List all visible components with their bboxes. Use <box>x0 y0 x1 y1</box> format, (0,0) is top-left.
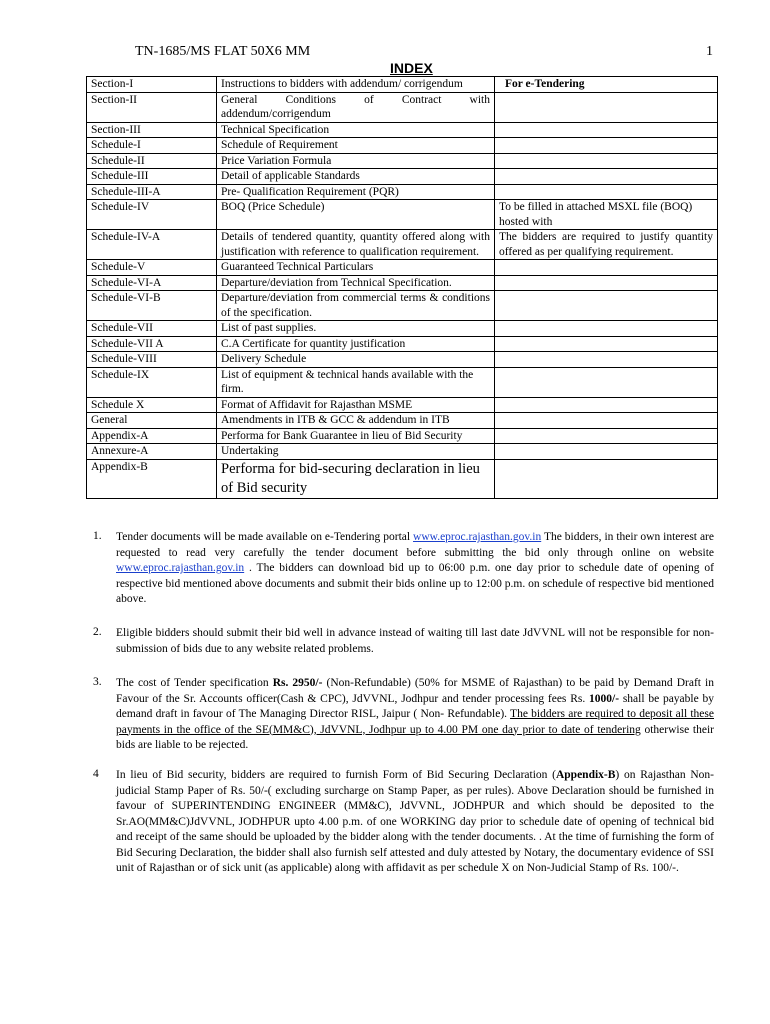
remarks-cell <box>495 291 718 321</box>
document-header-title: TN-1685/MS FLAT 50X6 MM <box>135 44 311 59</box>
appendix-b-reference: Appendix-B <box>555 769 616 781</box>
description-cell: Amendments in ITB & GCC & addendum in ITB <box>217 413 495 429</box>
section-cell: Schedule X <box>87 397 217 413</box>
description-cell: Guaranteed Technical Particulars <box>217 260 495 276</box>
table-row <box>87 200 718 230</box>
paragraph-text: ) on Rajasthan Non-judicial Stamp Paper of Rs. 50/-( excluding surcharge on Stamp Paper, as per rules). Above Declaration should be furnished in favour of SUPERINTENDING ENGINEER (MM&C), JdVVNL, JODHPUR and which should be deposited to the Sr.AO(MM&C)JdVVNL, JODHPUR upto 4.00 p.m. of one WORKING day prior to schedule date of opening of technical bid and receipt of the same should be uploaded by the bidder along with the tender documents. . At the time of furnishing the form of Bid Securing Declaration, the bidder shall also furnish self attested and duly attested by Notary, the documentary evidence of SSI unit of Rajasthan or of sick unit (as applicable) along with affidavit as per schedule X on Non-Judicial Stamp of Rs. 100/-. <box>116 769 714 874</box>
paragraph-number: 2. <box>93 626 102 638</box>
table-row <box>87 77 718 93</box>
paragraph-text: shall be payable by demand draft in favour of The Managing Director RISL, Jaipur ( Non- Refundable). <box>116 692 714 720</box>
section-cell: Schedule-VI-B <box>87 291 217 321</box>
remarks-cell: To be filled in attached MSXL file (BOQ) hosted with <box>495 200 718 230</box>
section-cell: Schedule-III-A <box>87 184 217 200</box>
section-cell: Schedule-V <box>87 260 217 276</box>
paragraph-number: 1. <box>93 530 102 542</box>
remarks-cell <box>495 92 718 122</box>
paragraph-text: The cost of Tender specification <box>116 677 273 689</box>
remarks-cell <box>495 260 718 276</box>
table-row <box>87 92 718 122</box>
paragraph-text: otherwise their bids are liable to be rejected. <box>116 723 714 751</box>
remarks-cell <box>495 184 718 200</box>
paragraph-1 <box>116 530 714 608</box>
section-cell: Schedule-VII A <box>87 336 217 352</box>
paragraph-number: 4 <box>93 768 99 780</box>
section-cell: Schedule-IV-A <box>87 230 217 260</box>
remarks-cell: For e-Tendering <box>495 77 718 93</box>
remarks-cell <box>495 169 718 185</box>
description-cell: C.A Certificate for quantity justification <box>217 336 495 352</box>
section-cell: Section-I <box>87 77 217 93</box>
description-cell: Pre- Qualification Requirement (PQR) <box>217 184 495 200</box>
paragraph-text: (Non-Refundable) (50% for MSME of Rajasthan) to be paid by Demand Draft in Favour of the Sr. Accounts officer(Cash & CPC), JdVVNL, Jodhpur and tender processing fees Rs. <box>116 677 714 705</box>
table-row <box>87 413 718 429</box>
paragraph-2 <box>116 626 714 657</box>
description-cell: Undertaking <box>217 444 495 460</box>
description-cell: Performa for bid-securing declaration in lieu of Bid security <box>217 459 495 498</box>
remarks-cell <box>495 153 718 169</box>
table-row <box>87 122 718 138</box>
description-cell: Instructions to bidders with addendum/ corrigendum <box>217 77 495 93</box>
section-cell: Schedule-III <box>87 169 217 185</box>
table-row <box>87 367 718 397</box>
remarks-cell <box>495 444 718 460</box>
page-number: 1 <box>706 44 713 59</box>
description-cell: Performa for Bank Guarantee in lieu of Bid Security <box>217 428 495 444</box>
description-cell: Delivery Schedule <box>217 352 495 368</box>
paragraph-text: . The bidders can download bid up to 06:00 p.m. one day prior to schedule date of opening of respective bid mentioned above documents and submit their bids online up to 12:00 p.m. on schedule of respective bid mentioned above. <box>116 562 714 605</box>
eproc-website-link[interactable]: www.eproc.rajasthan.gov.in <box>116 562 245 574</box>
table-row <box>87 230 718 260</box>
section-cell: Appendix-B <box>87 459 217 498</box>
table-row <box>87 169 718 185</box>
description-cell: Format of Affidavit for Rajasthan MSME <box>217 397 495 413</box>
remarks-cell <box>495 122 718 138</box>
table-row <box>87 184 718 200</box>
paragraph-text: Eligible bidders should submit their bid well in advance instead of waiting till last date JdVVNL will not be responsible for non-submission of bids due to any website related problems. <box>116 627 714 655</box>
section-cell: Section-III <box>87 122 217 138</box>
table-row <box>87 153 718 169</box>
description-cell: General Conditions of Contract with addendum/corrigendum <box>217 92 495 122</box>
paragraph-text: The bidders, in their own interest are requested to read very carefully the tender document before submitting the bid only through online on website <box>116 531 714 559</box>
table-row <box>87 291 718 321</box>
table-row <box>87 397 718 413</box>
remarks-cell <box>495 321 718 337</box>
section-cell: Schedule-I <box>87 138 217 154</box>
section-cell: Schedule-VIII <box>87 352 217 368</box>
description-cell: Technical Specification <box>217 122 495 138</box>
remarks-cell <box>495 459 718 498</box>
description-cell: Departure/deviation from commercial terms & conditions of the specification. <box>217 291 495 321</box>
paragraph-3 <box>116 676 714 754</box>
table-row <box>87 336 718 352</box>
section-cell: Appendix-A <box>87 428 217 444</box>
deposit-instruction: The bidders are required to deposit all these payments in the office of the SE(MM&C), JdVVNL, Jodhpur up to 4.00 PM one day prior to date of tendering <box>116 708 714 736</box>
remarks-cell <box>495 413 718 429</box>
table-row <box>87 459 718 498</box>
table-row <box>87 352 718 368</box>
description-cell: Details of tendered quantity, quantity offered along with justification with reference to qualification requirement. <box>217 230 495 260</box>
index-table <box>86 76 718 499</box>
table-row <box>87 260 718 276</box>
description-cell: Detail of applicable Standards <box>217 169 495 185</box>
table-row <box>87 275 718 291</box>
paragraph-text: Tender documents will be made available on e-Tendering portal <box>116 531 414 543</box>
table-row <box>87 444 718 460</box>
description-cell: List of past supplies. <box>217 321 495 337</box>
remarks-cell <box>495 397 718 413</box>
remarks-cell <box>495 336 718 352</box>
description-cell: BOQ (Price Schedule) <box>217 200 495 230</box>
index-heading: INDEX <box>390 60 433 76</box>
section-cell: Schedule-II <box>87 153 217 169</box>
table-row <box>87 321 718 337</box>
paragraph-number: 3. <box>93 676 102 688</box>
remarks-cell <box>495 367 718 397</box>
section-cell: Schedule-VII <box>87 321 217 337</box>
section-cell: Section-II <box>87 92 217 122</box>
description-cell: List of equipment & technical hands available with the firm. <box>217 367 495 397</box>
remarks-cell <box>495 138 718 154</box>
table-row <box>87 428 718 444</box>
remarks-cell <box>495 352 718 368</box>
eproc-portal-link[interactable]: www.eproc.rajasthan.gov.in <box>413 531 542 543</box>
description-cell: Price Variation Formula <box>217 153 495 169</box>
paragraph-text: In lieu of Bid security, bidders are required to furnish Form of Bid Securing Declaration ( <box>116 769 556 781</box>
remarks-cell <box>495 275 718 291</box>
description-cell: Departure/deviation from Technical Specification. <box>217 275 495 291</box>
section-cell: General <box>87 413 217 429</box>
section-cell: Annexure-A <box>87 444 217 460</box>
paragraph-4 <box>116 768 714 877</box>
description-cell: Schedule of Requirement <box>217 138 495 154</box>
section-cell: Schedule-IX <box>87 367 217 397</box>
remarks-cell: The bidders are required to justify quantity offered as per qualifying requirement. <box>495 230 718 260</box>
remarks-cell <box>495 428 718 444</box>
section-cell: Schedule-VI-A <box>87 275 217 291</box>
processing-fee-amount: 1000/- <box>589 692 620 705</box>
section-cell: Schedule-IV <box>87 200 217 230</box>
table-row <box>87 138 718 154</box>
tender-cost-amount: Rs. 2950/- <box>272 677 323 689</box>
